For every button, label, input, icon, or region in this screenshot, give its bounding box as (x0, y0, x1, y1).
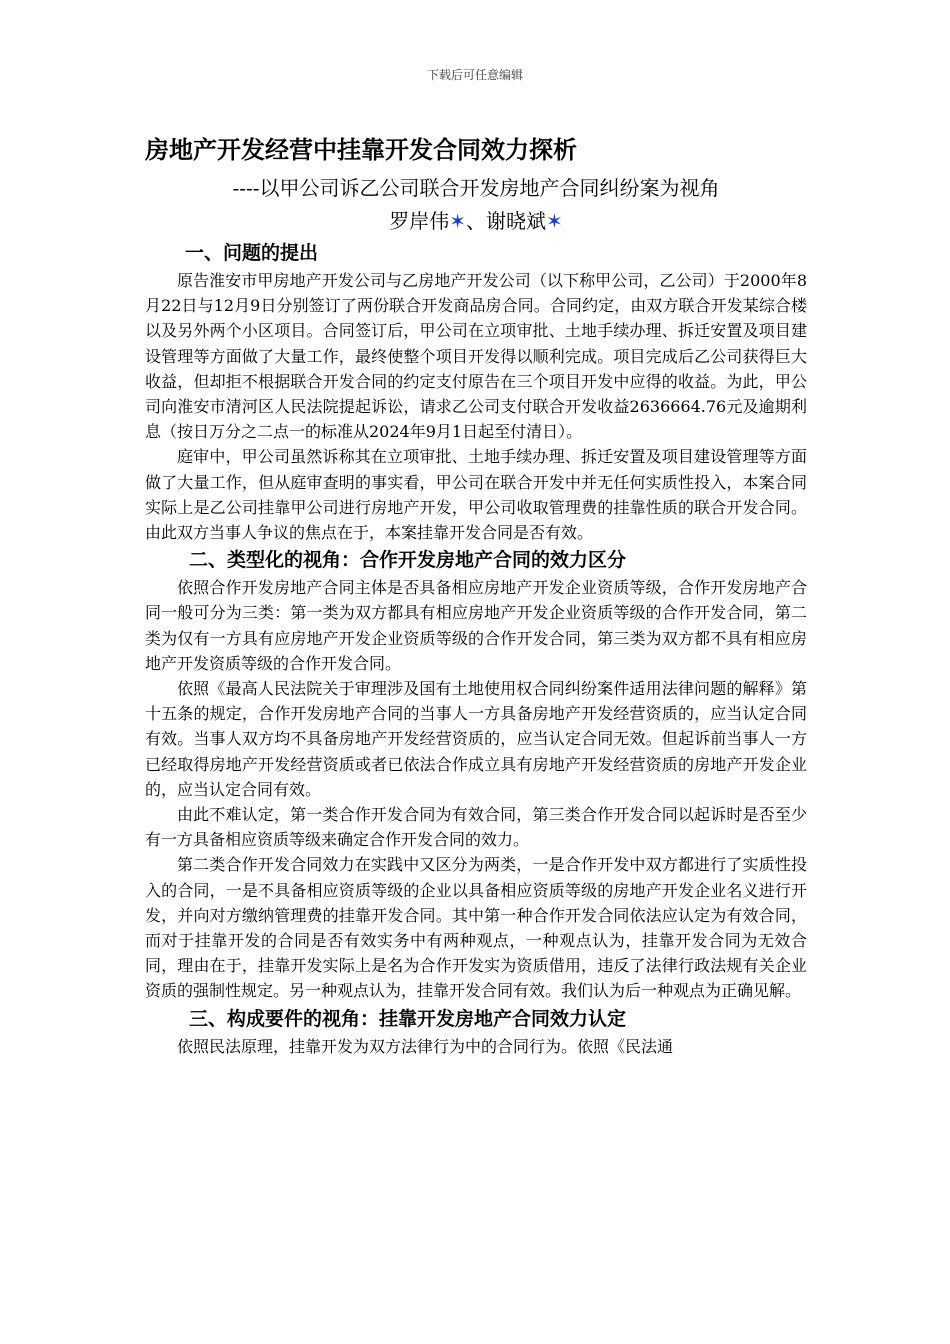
author-name: 罗岸伟 (389, 209, 450, 233)
paragraph: 庭审中，甲公司虽然诉称其在立项审批、土地手续办理、拆迁安置及项目建设管理等方面做了大量工作，但从庭审查明的事实看，甲公司在联合开发中并无任何实质性投入，本案合同实际上是乙公司挂靠甲公司进行房地产开发，甲公司收取管理费的挂靠性质的联合开发合同。由此双方当事人争议的焦点在于，本案挂靠开发合同是否有效。 (145, 447, 807, 543)
author-name: 谢晓斌 (486, 209, 546, 233)
paragraph: 第二类合作开发合同效力在实践中又区分为两类，一是合作开发中双方都进行了实质性投入的合同，一是不具备相应资质等级的企业以具备相应资质等级的房地产开发企业名义进行开发，并向对方缴纳管理费的挂靠开发合同。其中第一种合作开发合同依法应认定为有效合同，而对于挂靠开发的合同是否有效实务中有两种观点，一种观点认为，挂靠开发合同为无效合同，理由在于，挂靠开发实际上是名为合作开发实为资质借用，违反了法律行政法规有关企业资质的强制性规定。另一种观点认为，挂靠开发合同有效。我们认为后一种观点为正确见解。 (145, 855, 807, 1001)
document-subtitle: ----以甲公司诉乙公司联合开发房地产合同纠纷案为视角 (232, 176, 720, 200)
paragraph: 原告淮安市甲房地产开发公司与乙房地产开发公司（以下称甲公司，乙公司）于2000年8月22日与12月9日分别签订了两份联合开发商品房合同。合同约定，由双方联合开发某综合楼以及另外两个小区项目。合同签订后，甲公司在立项审批、土地手续办理、拆迁安置及项目建设管理等方面做了大量工作，最终使整个项目开发得以顺利完成。项目完成后乙公司获得巨大收益，但却拒不根据联合开发合同的约定支付原告在三个项目开发中应得的收益。为此，甲公司向淮安市清河区人民法院提起诉讼，请求乙公司支付联合开发收益2636664.76元及逾期利息（按日万分之二点一的标准从2024年9月1日起至付清日）。 (145, 271, 807, 442)
author-separator: 、 (466, 209, 486, 233)
author-line (145, 204, 807, 238)
paragraph: 依照合作开发房地产合同主体是否具备相应房地产开发企业资质等级，合作开发房地产合同一般可分为三类：第一类为双方都具有相应房地产开发企业资质等级的合作开发合同，第二类为仅有一方具有应房地产开发企业资质等级的合作开发合同，第三类为双方都不具有相应房地产开发资质等级的合作开发合同。 (145, 578, 807, 673)
section-heading: 二、类型化的视角：合作开发房地产合同的效力区分 (189, 549, 627, 572)
section-heading: 三、构成要件的视角：挂靠开发房地产合同效力认定 (189, 1007, 627, 1030)
paragraph: 依照《最高人民法院关于审理涉及国有土地使用权合同纠纷案件适用法律问题的解释》第十五条的规定，合作开发房地产合同的当事人一方具备房地产开发经营资质的，应当认定合同有效。当事人双方均不具备房地产开发经营资质的，应当认定合同无效。但起诉前当事人一方已经取得房地产开发经营资质或者已依法合作成立具有房地产开发经营资质的房地产开发企业的，应当认定合同有效。 (145, 679, 807, 799)
document-title: 房地产开发经营中挂靠开发合同效力探析 (145, 136, 577, 164)
paragraph: 由此不难认定，第一类合作开发合同为有效合同，第三类合作开发合同以起诉时是否至少有一方具备相应资质等级来确定合作开发合同的效力。 (145, 805, 807, 850)
header-note: 下载后可任意编辑 (426, 68, 523, 82)
star-icon: ✶ (449, 209, 466, 233)
document-body (145, 132, 807, 1059)
section-heading: 一、问题的提出 (185, 242, 319, 264)
paragraph: 依照民法原理，挂靠开发为双方法律行为中的合同行为。依照《民法通 (177, 1036, 674, 1056)
star-icon: ✶ (546, 209, 563, 233)
